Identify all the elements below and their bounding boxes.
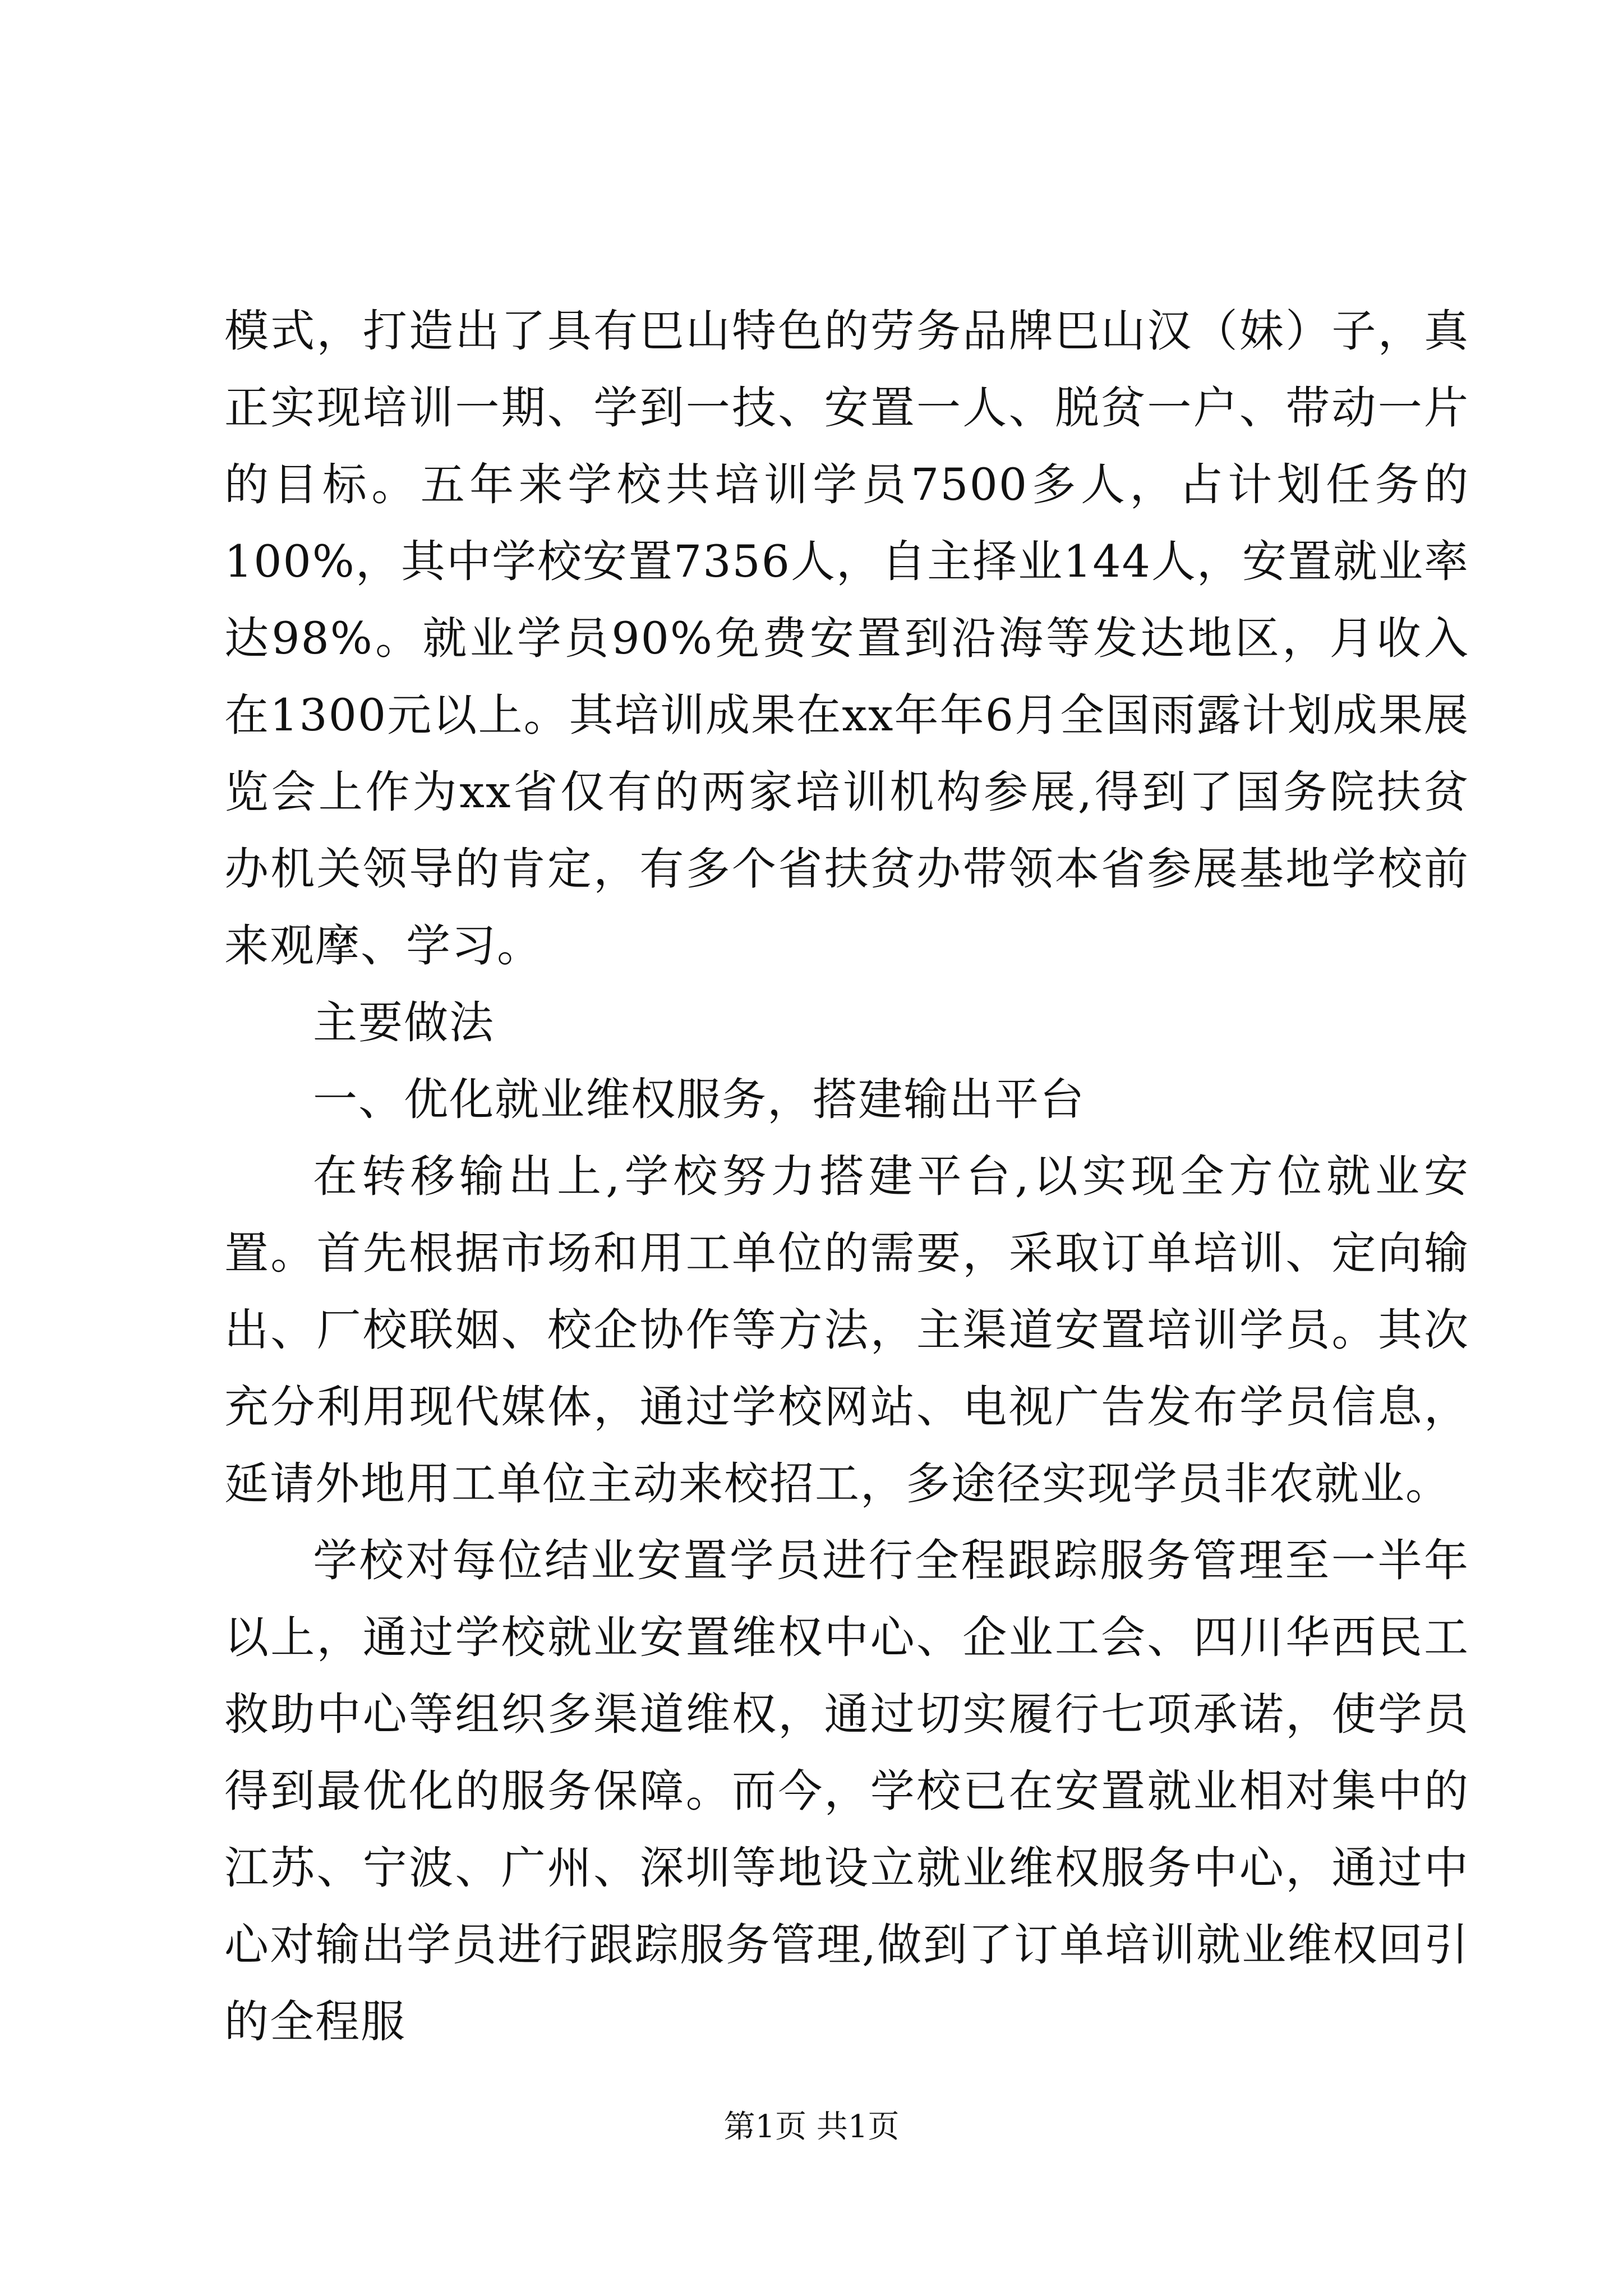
paragraph-results-summary: 模式，打造出了具有巴山特色的劳务品牌巴山汉（妹）子，真正实现培训一期、学到一技、安置一人、脱贫一户、带动一片的目标。五年来学校共培训学员7500多人，占计划任务的100%，其中学校安置7356人，自主择业144人，安置就业率达98%。就业学员90%免费安置到沿海等发达地区，月收入在1300元以上。其培训成果在xx年年6月全国雨露计划成果展览会上作为xx省仅有的两家培训机构参展,得到了国务院扶贫办机关领导的肯定，有多个省扶贫办带领本省参展基地学校前来观摩、学习。 (224, 305, 1469, 972)
section-heading-main-practices: 主要做法 (313, 997, 495, 1048)
page-footer: 第1页 共1页 (723, 2109, 900, 2145)
paragraph-tracking-service: 学校对每位结业安置学员进行全程跟踪服务管理至一半年以上，通过学校就业安置维权中心、企业工会、四川华西民工救助中心等组织多渠道维权，通过切实履行七项承诺，使学员得到最优化的服务保障。而今，学校已在安置就业相对集中的江苏、宁波、广州、深圳等地设立就业维权服务中心，通过中心对输出学员进行跟踪服务管理,做到了订单培训就业维权回引的全程服 (224, 1535, 1469, 2047)
subsection-heading-employment-services: 一、优化就业维权服务，搭建输出平台 (313, 1074, 1085, 1125)
paragraph-transfer-output: 在转移输出上,学校努力搭建平台,以实现全方位就业安置。首先根据市场和用工单位的需要，采取订单培训、定向输出、厂校联姻、校企协作等方法，主渠道安置培训学员。其次充分利用现代媒体，通过学校网站、电视广告发布学员信息，延请外地用工单位主动来校招工，多途径实现学员非农就业。 (224, 1151, 1469, 1510)
document-body (224, 293, 1469, 2060)
